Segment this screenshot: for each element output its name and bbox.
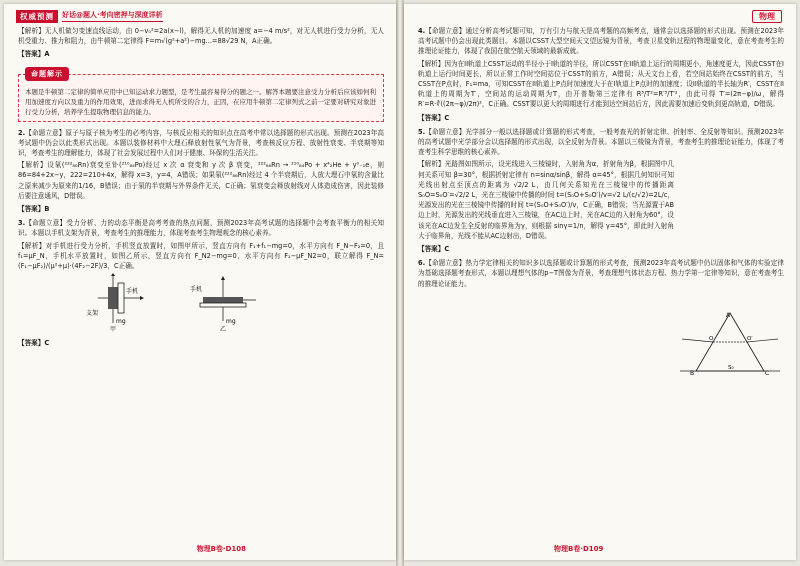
diagram-jia: [78, 273, 148, 335]
q3-answer: 【答案】C: [18, 339, 50, 348]
left-header: [16, 10, 163, 22]
label-b: B: [690, 370, 695, 375]
prism-diagram: [676, 309, 784, 375]
label-a: A: [726, 312, 731, 319]
right-footer: 物理B卷·D109: [554, 545, 604, 553]
q6-intro: 6.【命题立意】热力学定律相关的知识多以选择题或计算题的形式考查，预测2023年高考试题中仍以固体和气体的实验定律为基础选择题考查形式，本题以理想气体的p−T图像为背景，考查理想气体状态方程、热力学第一定律等知识，意在考查考生的推理论证能力。: [418, 259, 784, 288]
callout-badge: 命题解示: [25, 67, 69, 81]
q4-intro: 4.【命题立意】通过分析高考试题可知，万有引力与航天是高考题的高频考点，通常会以选择题的形式出现。预测在2023年高考试题中仍会出现此类题目。本题以CSST大型空间天文望远镜为背景，考查卫星变轨过程的物理量变化，意在考查考生的推理论证能力，体现了我国在航空航天领域的最新成就。: [418, 27, 784, 56]
left-footer: 物理B卷·D108: [196, 545, 246, 553]
force-diagram-horizontal: [188, 273, 258, 325]
force-diagrams: [78, 273, 384, 335]
q4-number: 4.: [418, 27, 426, 35]
q6-number: 6.: [418, 259, 426, 268]
svg-text:手机: 手机: [190, 286, 203, 294]
q3-analysis: 【解析】对手机进行受力分析，手机竖直放置时，如图甲所示，竖直方向有 F₁+f₁−mg=0，水平方向有 F_N−F₂=0，且 f₁=μF_N，手机水平放置时，如图乙所示，竖直方向有 F_N2−mg=0，水平方向有 F₁−μF_N2=0，联立解得 F_N=(F₁−μF₂)/(μ²+μ)·(4F₂−2F)/3，C正确。: [18, 241, 384, 271]
right-content: [418, 26, 784, 538]
svg-text:支架: 支架: [86, 310, 99, 318]
q1-analysis-tail: 【解析】无人机做匀变速直线运动，由 0−v₀²=2a(x−l)，解得无人机的加速度 a=−4 m/s²，对无人机进行受力分析，无人机受重力、推力和阻力，由牛顿第二定律得 F=m√(g²+a²)−mg...=88√29 N，A正确。: [18, 27, 384, 46]
q2-intro: 2.【命题立意】原子与原子核为考生的必考内容，与核反应相关的知识点在高考中常以选择题的形式出现。预测在2023年高考试题中仍会以此类形式出现。本题以装修材料中大理石释放射性氡气为背景，考查核反应方程、放射性衰变、半衰期等知识，考查考生的理解能力，体现了社会发展过程中人们对于健康、环保的生活关注。: [18, 128, 384, 158]
q4-analysis: 【解析】因为在II轨道上CSST运动的半径小于I轨道的半径，所以CSST在II轨道上运行的周期更小，角速度更大，因此CSST在I轨道上运行时间更长，所以正常工作时空间站位于CSST的前方，A错误；从天文台上看，若空间站始终在CSST的前方，当CSST在P点时，F₁=ma，可知CSST在II轨道上P点时加速度大于在I轨道上P点时的加速度；设II轨道的半长轴为R′，CSST在II轨道上的周期为T′，空间站的运动周期为T，由开普勒第三定律有 R³/T²=R′³/T′²，由此可得 T′=(2π−φ)/ω，解得 R′=R·∛((2π−φ)/2π)²，C正确。CSST要以更大的周期进行才能到达空间站后方，因此需要加速后变轨到更高轨道，D错误。: [418, 59, 784, 109]
q5-number: 5.: [418, 127, 426, 136]
label-o-prime: O′: [747, 336, 753, 342]
diagram-label-jia: 甲: [109, 326, 116, 334]
q4-answer: 【答案】C: [418, 113, 450, 122]
diagram-label-yi: 乙: [219, 326, 226, 334]
svg-text:手机: 手机: [126, 288, 139, 296]
q2-number: 2.: [18, 128, 26, 137]
callout-text: 本题是牛顿第二定律的简单应用中已知运动求力题型，是考生最容易得分的题之一。解答本题要注意受力分析后应该如何利用加速度方向以及重力的作用效果，进而求得无人机所受的合力，正因，在应用牛顿第二定律列式之前一定要对研究对象进行受力分析，培养学生提取物理信息的能力。: [25, 87, 376, 116]
q3-number: 3.: [18, 219, 26, 228]
left-content: [18, 26, 384, 538]
svg-text:mg: mg: [226, 318, 236, 326]
left-page: [4, 4, 396, 560]
label-c: C: [765, 370, 770, 375]
q5-answer: 【答案】C: [418, 245, 450, 254]
book-spine: [396, 0, 404, 566]
svg-text:mg: mg: [116, 318, 126, 326]
q5-intro: 5.【命题立意】光学部分一般以选择题或计算题的形式考查，一般考查光的折射定律、折射率、全反射等知识。预测2023年的高考试题中光学部分会以选择题的形式出现，以全反射为背景。本题以三棱镜为背景，考查考生的推理论证能力，体现了考查考生科学思维的核心素养。: [418, 127, 784, 157]
diagram-yi: [188, 273, 258, 335]
subject-header: 物理: [752, 10, 782, 23]
q2-answer: 【答案】B: [18, 205, 50, 214]
q1-answer: 【答案】A: [18, 50, 50, 59]
header-subtitle: 好话@题人·考向密押与深度详析: [62, 10, 163, 22]
stand-block: [200, 303, 246, 307]
brand-badge: 权威预测: [16, 10, 58, 23]
phone-block: [108, 287, 118, 309]
right-page: [404, 4, 796, 560]
insight-callout: [18, 69, 384, 122]
label-o: O: [709, 336, 714, 342]
q3-intro: 3.【命题立意】受力分析、力的动态平衡是高考考查的热点问题，预测2023年高考试题的选择题中会考查平衡力的相关知识。本题以手机支架为背景，考查考生的推理能力，体现考查考生物理观念的核心素养。: [18, 219, 384, 238]
stand-block: [118, 283, 124, 313]
force-diagram-vertical: [78, 273, 148, 325]
phone-block: [203, 297, 243, 303]
q5-analysis: 【解析】光路图如图所示，设光线进入三棱镜时，入射角为α，折射角为β，根据图中几何关系可知 β=30°，根据折射定律有 n=sinα/sinβ，解得 α=45°，根据几何知识可知光线出射点至顶点的距离为 √2/2 L，由几何关系知光在三棱镜中的传播距离 S₀O=S₀O′=√2/2 L，光在三棱镜中传播的时间 t=(S₀O+S₀O′)/v=√2 L/(c/√2)=2L/c，光源发出的光在三棱镜中传播的时间 t=(S₀O+S₀O′)/v，C正确，B错误；当光源置于AB边上时，光源发出的光线垂直进入三棱镜，在AC边上时，光在AC边的入射角为60°，设该光在AC边发生全反射的临界角为γ，则根据 sinγ=1/n，解得 γ=45°，即此时入射角大于临界角，光线不能从AC边射出，D错误。: [418, 160, 674, 240]
label-s0: S₀: [728, 365, 734, 371]
q2-analysis: 【解析】设氡(²²²₈₆Rn)衰变至钋(²¹⁰₈₄Po)经过 x 次 α 衰变和 y 次 β 衰变，²²²₈₆Rn → ²¹⁰₈₄Po + x⁴₂He + y⁰₋₁e，则 86=84+2x−y，222=210+4x，解得 x=3，y=4，A错误；如果氡(²²²₈₆Rn)经过 4 个半衰期后，人放大理石中氡的含量比之原来减少为原来的1/16，B错误；由于氡的半衰期与外界条件无关，C正确；氡衰变会释放射线对人体造成伤害，因此装修后要注意通风，D错误。: [18, 161, 384, 200]
